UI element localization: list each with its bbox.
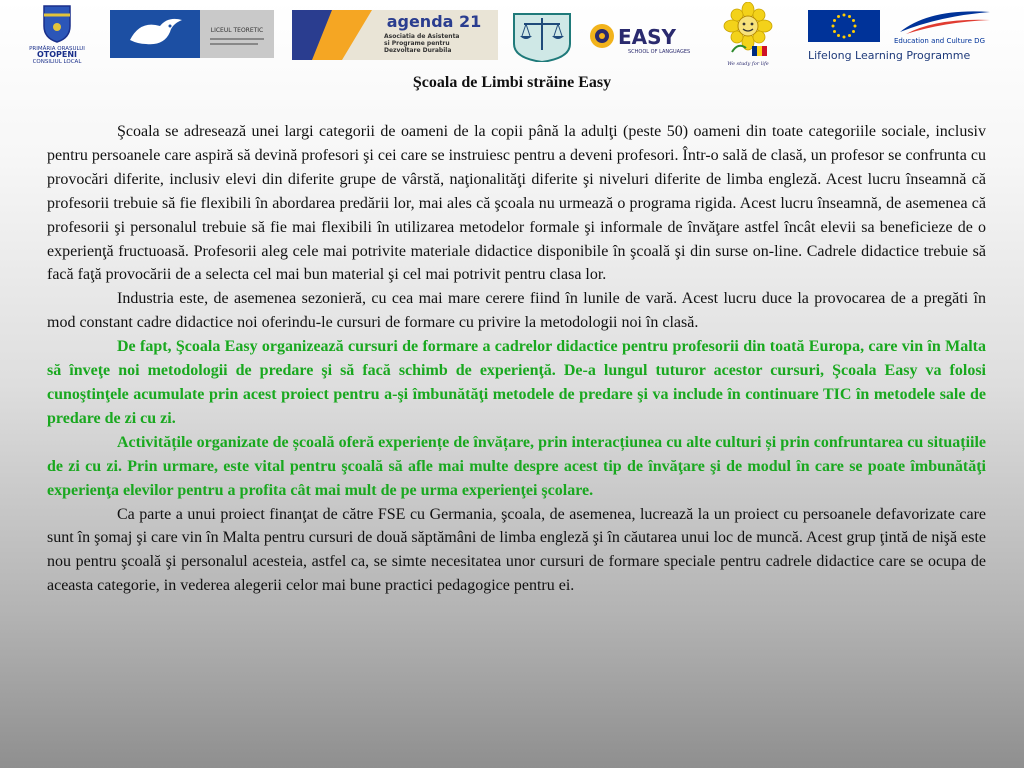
svg-text:SCHOOL OF LANGUAGES: SCHOOL OF LANGUAGES (628, 49, 691, 55)
sunflower-logo (712, 2, 784, 68)
svg-text:Education and Culture DG: Education and Culture DG (894, 37, 985, 45)
svg-text:Lifelong Learning Programme: Lifelong Learning Programme (808, 49, 971, 62)
svg-text:agenda 21: agenda 21 (386, 12, 482, 31)
paragraph-highlight: De fapt, Şcoala Easy organizează cursuri de formare a cadrelor didactice pentru profesorii din toată Europa, care vin în Malta să înveţe noi metodologii de predare şi să facă schimb de experienţă. De-a lungul tuturor acestor cursuri, Şcoala Easy va folosi cunoştinţele acumulate prin acest proiect pentru a-şi îmbunătăţi metodele de predare şi va include în continuare TIC în metodele sale de predare de zi cu zi. (47, 338, 986, 427)
otopeni-crest-icon (14, 3, 100, 63)
sunflower-icon (712, 2, 784, 68)
paragraph: Ca parte a unui proiect finanţat de către FSE cu Germania, şcoala, de asemenea, lucrează la un proiect cu persoanele defavorizate care sunt în şomaj şi care vin în Malta pentru cursuri de două săptămâni de limba engleză şi în căutarea unui loc de muncă. Acest grup ţintă de nişă este nou pentru şcoală şi personalul acesteia, astfel ca, se simte necesitatea unor cursuri de formare speciale pentru cadrele didactice care se ocupa de aceasta categorie, in vederea alegerii celor mai bune practici pedagogice pentru ei. (47, 505, 986, 595)
lifelong-learning-icon (806, 46, 1018, 64)
svg-text:We study for life: We study for life (727, 61, 769, 67)
content (47, 120, 986, 598)
svg-text:Asociatia de Asistenta: Asociatia de Asistenta si Programe pentru Dezvoltare Durabila (384, 33, 460, 54)
paragraph: Industria este, de asemenea sezonieră, cu cea mai mare cerere fiind în lunile de vară. Acest lucru duce la provocarea de a pregăti în mod constant cadre didactice noi oferindu-le cursuri de formare cu privire la metodologii noi în clasă. (47, 290, 986, 332)
agenda21-icon (292, 10, 498, 60)
svg-text:OTOPENI: OTOPENI (36, 50, 78, 59)
paragraph: Şcoala se adresează unei largi categorii de oameni de la copii până la adulţi (peste 50) oameni din toate categoriile sociale, inclusiv pentru persoanele care aspiră să devină profesori şi cei care se instruiesc pentru a deveni profesori. Într-o sală de clasă, un profesor se confrunta cu provocări diferite, inclusiv elevi din diferite grupe de vârstă, naţionalităţi diferite şi niveluri diferite de limba engleză. Acest lucru înseamnă că profesorii trebuie să fie flexibili în abordarea predării lor, mai ales că şcoala nu urmează o programa rigida. Acest lucru înseamnă, de asemenea că profesorii şi personalul trebuie să fie mai flexibili în utilizarea metodelor formale şi informale de învăţare astfel încât elevii sa beneficieze de o experienţă fructuoasă. Profesorii aleg cele mai potrivite materiale didactice disponibile în şcoală şi din surse on-line. Cadrele didactice trebuie să facă faţă provocării de a selecta cel mai bun material şi cel mai potrivit pentru clasa lor. (47, 123, 986, 284)
svg-text:CONSILIUL LOCAL: CONSILIUL LOCAL (32, 59, 82, 63)
svg-text:EASY: EASY (618, 25, 677, 49)
education-culture-icon (890, 8, 1018, 46)
otopeni-logo (14, 3, 100, 63)
svg-text:PRIMĂRIA ORAȘULUI: PRIMĂRIA ORAȘULUI (29, 46, 85, 52)
svg-text:LICEUL TEORETIC: LICEUL TEORETIC (210, 27, 264, 34)
easy-logo (588, 18, 700, 58)
logo-bar (0, 0, 1024, 68)
easy-school-icon (588, 18, 700, 58)
education-culture-logo (890, 8, 1018, 46)
page-title: Şcoala de Limbi străine Easy (412, 74, 612, 91)
lifelong-learning-logo (806, 46, 1018, 64)
dove-logo (110, 10, 274, 58)
paragraph-highlight: Activitățile organizate de școală oferă experiențe de învățare, prin interacțiunea cu alte culturi și prin confruntarea cu situațiile de zi cu zi. Prin urmare, este vital pentru şcoală să afle mai multe despre acest tip de învăţare şi de modul în care se poate îmbunătăţi experienţa elevilor pentru a profita cât mai mult de pe urma experienţei şcolare. (47, 433, 986, 499)
dove-icon (110, 10, 274, 58)
scales-logo (508, 10, 576, 62)
eu-flag-icon (808, 10, 880, 42)
scales-of-justice-icon (508, 10, 576, 62)
agenda21-logo (292, 10, 498, 60)
eu-flag-logo (808, 10, 880, 42)
